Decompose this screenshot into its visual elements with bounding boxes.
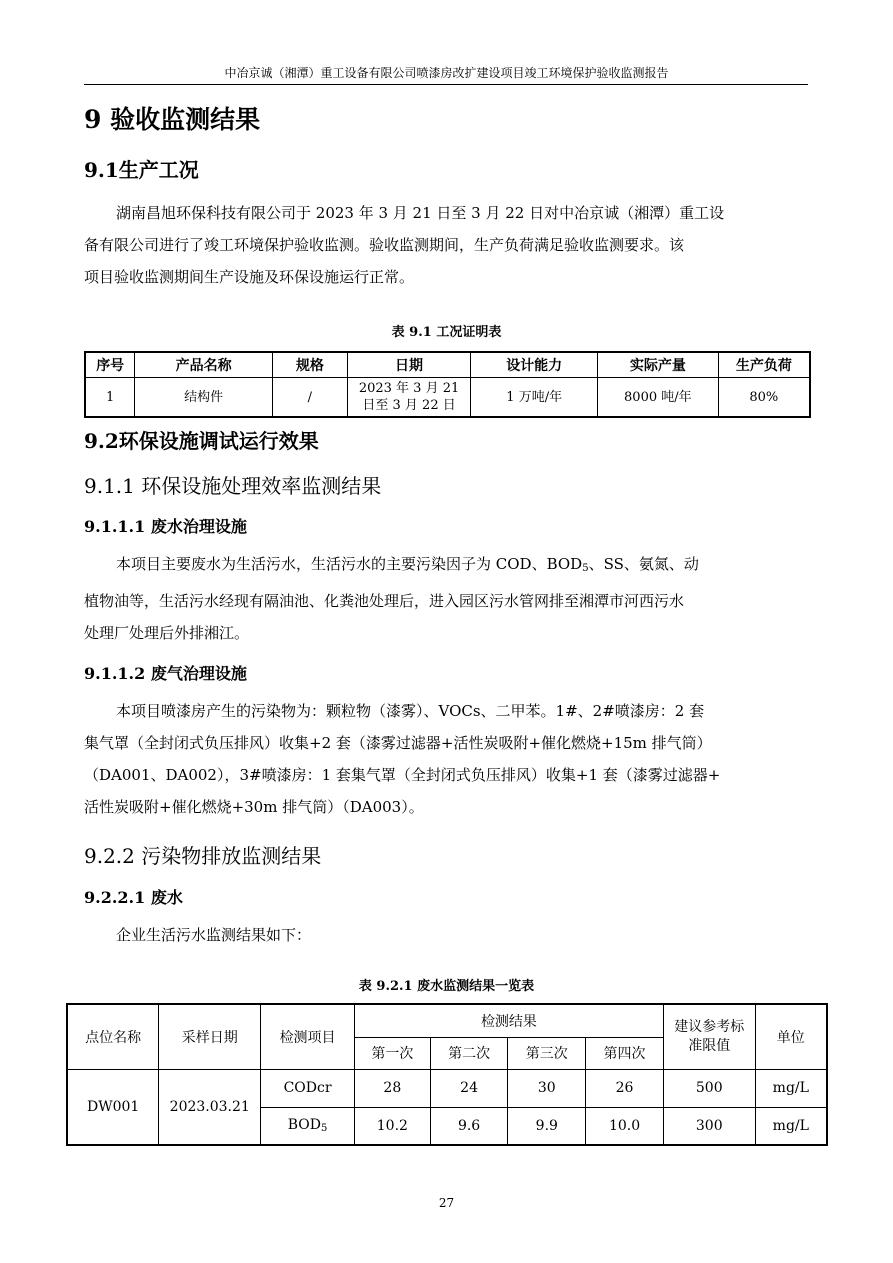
page-header: 中冶京诚（湘潭）重工设备有限公司喷漆房改扩建设项目竣工环境保护验收监测报告 bbox=[224, 66, 669, 80]
cell-value: 24 bbox=[430, 1069, 508, 1107]
header-cell: 实际产量 bbox=[598, 352, 719, 378]
cell-value: 30 bbox=[508, 1069, 586, 1107]
header-time: 第四次 bbox=[586, 1037, 664, 1069]
paragraph-line: 湖南昌旭环保科技有限公司于 2023 年 3 月 21 日至 3 月 22 日对中冶京诚（湘潭）重工设 bbox=[116, 204, 725, 222]
section-9-2-2-1-title: 9.2.2.1 废水 bbox=[84, 888, 183, 907]
paragraph-line: 集气罩（全封闭式负压排风）收集+2 套（漆雾过滤器+活性炭吸附+催化燃烧+15m 排气筒） bbox=[84, 734, 712, 752]
waste-gas-facility-paragraph bbox=[84, 695, 810, 823]
cell-value: 10.0 bbox=[586, 1107, 664, 1145]
section-9-1-1-title: 9.1.1 环保设施处理效率监测结果 bbox=[84, 474, 382, 498]
paragraph-line: 备有限公司进行了竣工环境保护验收监测。验收监测期间，生产负荷满足验收监测要求。该 bbox=[84, 236, 685, 254]
table-header-row bbox=[67, 1004, 827, 1037]
section-9-1-paragraph bbox=[84, 197, 810, 293]
header-limit: 建议参考标准限值 bbox=[663, 1004, 755, 1069]
section-9-2-title: 9.2环保设施调试运行效果 bbox=[84, 429, 319, 453]
wastewater-result-table bbox=[66, 1003, 828, 1146]
cell-unit: mg/L bbox=[755, 1107, 827, 1145]
table-9-1-caption: 表 9.1 工况证明表 bbox=[391, 325, 502, 340]
cell-item bbox=[261, 1107, 355, 1145]
header-cell: 规格 bbox=[272, 352, 347, 378]
subscript: 5 bbox=[582, 563, 589, 574]
header-cell: 设计能力 bbox=[471, 352, 598, 378]
section-9-1-1-1-title: 9.1.1.1 废水治理设施 bbox=[84, 517, 247, 536]
cell-spec: / bbox=[272, 378, 347, 418]
header-cell: 产品名称 bbox=[135, 352, 273, 378]
section-9-1-1-2-title: 9.1.1.2 废气治理设施 bbox=[84, 664, 247, 683]
page-number: 27 bbox=[438, 1196, 455, 1210]
section-9-1-title: 9.1生产工况 bbox=[84, 158, 199, 182]
table-row bbox=[85, 378, 810, 418]
cell-load: 80% bbox=[718, 378, 810, 418]
paragraph-line: 植物油等，生活污水经现有隔油池、化粪池处理后，进入园区污水管网排至湘潭市河西污水 bbox=[84, 592, 685, 610]
chapter-title: 9 验收监测结果 bbox=[84, 105, 261, 134]
header-result: 检测结果 bbox=[354, 1004, 663, 1037]
paragraph-line: 企业生活污水监测结果如下： bbox=[116, 926, 312, 944]
table-header-row bbox=[85, 352, 810, 378]
cell-no: 1 bbox=[85, 378, 135, 418]
paragraph-line: 活性炭吸附+催化燃烧+30m 排气筒）（DA003）。 bbox=[84, 798, 424, 816]
item-text: BOD bbox=[287, 1117, 321, 1134]
cell-output: 8000 吨/年 bbox=[598, 378, 719, 418]
date-line: 日至 3 月 22 日 bbox=[362, 398, 456, 413]
cell-value: 9.9 bbox=[508, 1107, 586, 1145]
section-9-2-2-title: 9.2.2 污染物排放监测结果 bbox=[84, 844, 322, 868]
production-table bbox=[84, 351, 811, 418]
header-date: 采样日期 bbox=[159, 1004, 261, 1069]
cell-value: 26 bbox=[586, 1069, 664, 1107]
cell-capacity: 1 万吨/年 bbox=[471, 378, 598, 418]
header-cell: 序号 bbox=[85, 352, 135, 378]
header-rule bbox=[84, 84, 808, 85]
paragraph-line: 项目验收监测期间生产设施及环保设施运行正常。 bbox=[84, 268, 415, 286]
cell-value: 9.6 bbox=[430, 1107, 508, 1145]
header-time: 第一次 bbox=[354, 1037, 430, 1069]
cell-value: 28 bbox=[354, 1069, 430, 1107]
header-item: 检测项目 bbox=[261, 1004, 355, 1069]
header-point: 点位名称 bbox=[67, 1004, 159, 1069]
header-time: 第二次 bbox=[430, 1037, 508, 1069]
header-cell: 生产负荷 bbox=[718, 352, 810, 378]
cell-limit: 500 bbox=[663, 1069, 755, 1107]
cell-date: 2023.03.21 bbox=[159, 1069, 261, 1145]
cell-name: 结构件 bbox=[135, 378, 273, 418]
text-part: 、SS、氨氮、动 bbox=[588, 555, 699, 573]
table-9-2-1-caption: 表 9.2.1 废水监测结果一览表 bbox=[358, 979, 535, 994]
paragraph-line: 本项目喷漆房产生的污染物为：颗粒物（漆雾）、VOCs、二甲苯。1#、2#喷漆房：2 套 bbox=[116, 702, 705, 720]
cell-date bbox=[347, 378, 471, 418]
cell-item bbox=[261, 1069, 355, 1107]
cell-limit: 300 bbox=[663, 1107, 755, 1145]
header-time: 第三次 bbox=[508, 1037, 586, 1069]
paragraph-line bbox=[84, 548, 810, 585]
date-line: 2023 年 3 月 21 bbox=[358, 381, 460, 396]
subscript: 5 bbox=[321, 1123, 328, 1135]
cell-unit: mg/L bbox=[755, 1069, 827, 1107]
header-unit: 单位 bbox=[755, 1004, 827, 1069]
text-part: 本项目主要废水为生活污水，生活污水的主要污染因子为 COD、BOD bbox=[116, 555, 583, 573]
paragraph-line: （DA001、DA002），3#喷漆房：1 套集气罩（全封闭式负压排风）收集+1 套（漆雾过滤器+ bbox=[84, 766, 721, 784]
cell-value: 10.2 bbox=[354, 1107, 430, 1145]
paragraph-line: 处理厂处理后外排湘江。 bbox=[84, 624, 250, 642]
header-cell: 日期 bbox=[347, 352, 471, 378]
cell-point: DW001 bbox=[67, 1069, 159, 1145]
table-row bbox=[67, 1069, 827, 1107]
item-text: CODcr bbox=[283, 1079, 332, 1096]
wastewater-facility-paragraph bbox=[84, 548, 810, 649]
wastewater-intro bbox=[84, 919, 810, 951]
